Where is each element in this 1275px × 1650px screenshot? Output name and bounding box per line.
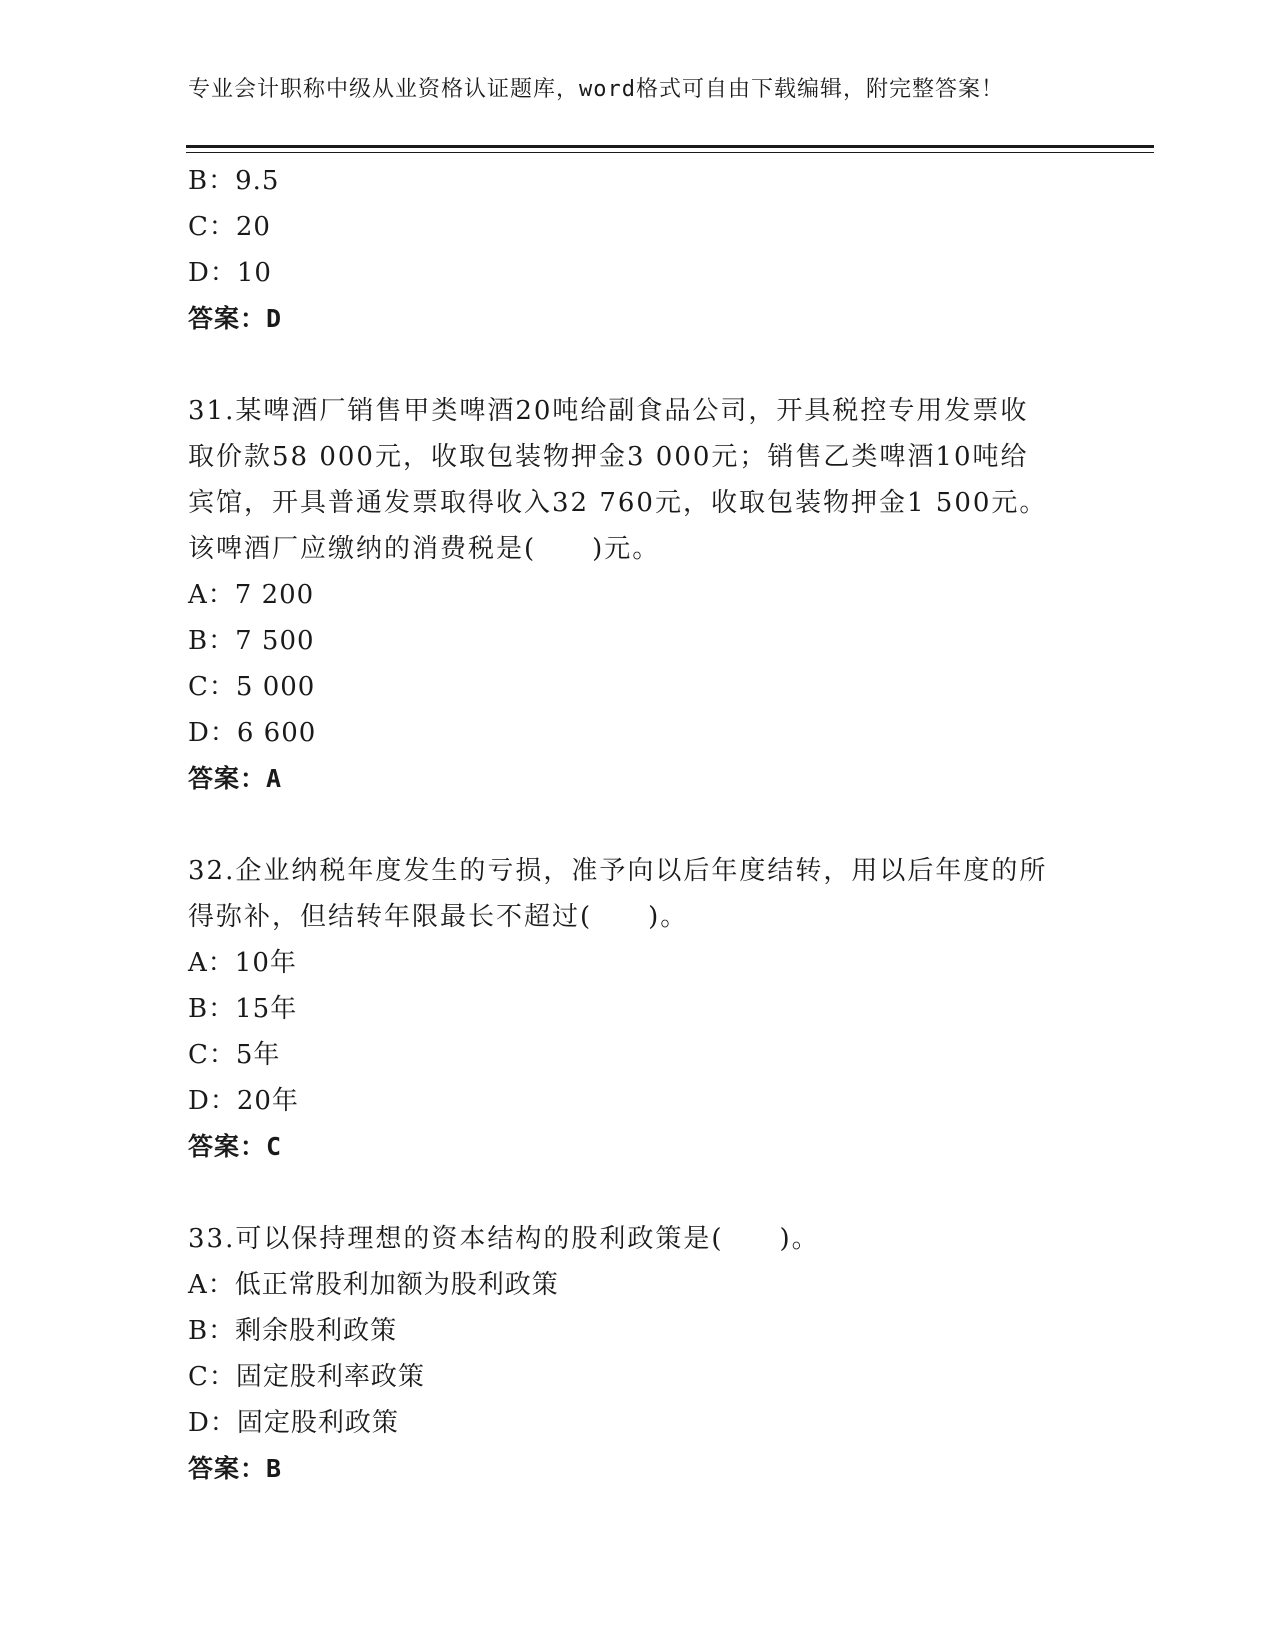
option-d: D：6 600 xyxy=(188,718,317,748)
stem-line: 取价款58 000元，收取包装物押金3 000元；销售乙类啤酒10吨给 xyxy=(188,442,1029,472)
page-header: 专业会计职称中级从业资格认证题库，word格式可自由下载编辑，附完整答案！ xyxy=(188,77,1004,102)
option-b: B：9.5 xyxy=(188,166,280,196)
option-b: B：7 500 xyxy=(188,626,315,656)
question-stem xyxy=(188,1216,1088,1262)
question-31 xyxy=(188,388,1088,802)
question-stem xyxy=(188,848,1088,940)
option-d: D：10 xyxy=(188,258,272,288)
stem-line: 33.可以保持理想的资本结构的股利政策是( )。 xyxy=(188,1224,820,1254)
stem-line: 32.企业纳税年度发生的亏损，准予向以后年度结转，用以后年度的所 xyxy=(188,856,1048,886)
option-c: C：固定股利率政策 xyxy=(188,1362,425,1392)
option-b: B：剩余股利政策 xyxy=(188,1316,398,1346)
option-b: B：15年 xyxy=(188,994,298,1024)
question-33 xyxy=(188,1216,1088,1492)
previous-question-tail xyxy=(188,158,1088,342)
option-a: A：低正常股利加额为股利政策 xyxy=(188,1270,559,1300)
answer-line: 答案：C xyxy=(188,1132,283,1161)
stem-line: 宾馆，开具普通发票取得收入32 760元，收取包装物押金1 500元。 xyxy=(188,488,1048,518)
stem-line: 31.某啤酒厂销售甲类啤酒20吨给副食品公司，开具税控专用发票收 xyxy=(188,396,1029,426)
document-body xyxy=(188,158,1088,1492)
question-stem xyxy=(188,388,1088,572)
option-d: D：固定股利政策 xyxy=(188,1408,399,1438)
option-c: C：20 xyxy=(188,212,271,242)
answer-line: 答案：B xyxy=(188,1454,283,1483)
option-d: D：20年 xyxy=(188,1086,299,1116)
answer-line: 答案：D xyxy=(188,304,283,333)
option-c: C：5 000 xyxy=(188,672,316,702)
header-divider xyxy=(186,145,1154,153)
option-c: C：5年 xyxy=(188,1040,281,1070)
stem-line: 该啤酒厂应缴纳的消费税是( )元。 xyxy=(188,534,661,564)
option-a: A：7 200 xyxy=(188,580,315,610)
option-a: A：10年 xyxy=(188,948,297,978)
answer-line: 答案：A xyxy=(188,764,283,793)
question-32 xyxy=(188,848,1088,1170)
stem-line: 得弥补，但结转年限最长不超过( )。 xyxy=(188,902,689,932)
